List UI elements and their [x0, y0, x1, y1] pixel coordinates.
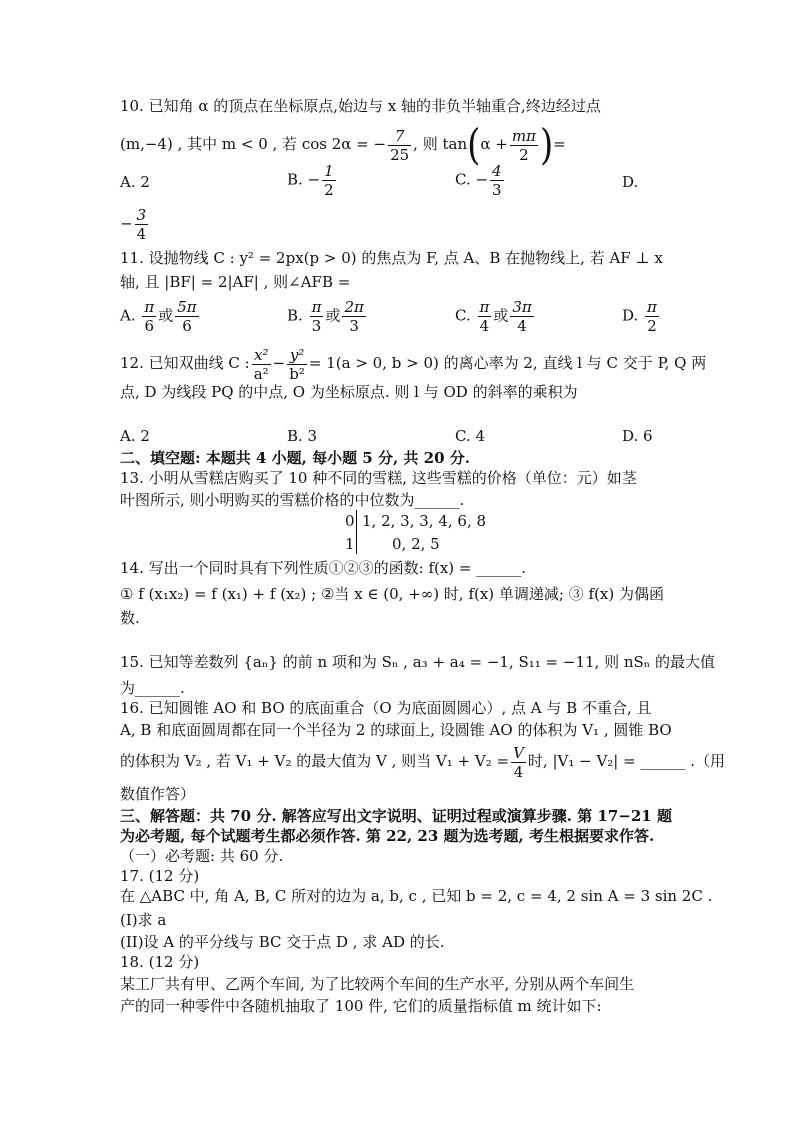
q10-option-c [455, 162, 506, 199]
q10-option-d-value [120, 206, 150, 243]
frac-denominator: 4 [517, 317, 527, 335]
frac-denominator: 4 [479, 317, 490, 335]
q16-line3-text: 的体积为 V₂ , 若 V₁ + V₂ 的最大值为 V , 则当 V₁ + V₂ = [120, 752, 510, 770]
frac-denominator: 3 [311, 317, 322, 335]
q12-line2: 点, D 为线段 PQ 的中点, O 为坐标原点. 则 l 与 OD 的斜率的乘积为 [120, 383, 578, 401]
option-fraction [322, 162, 336, 199]
q17-line1: 在 △ABC 中, 角 A, B, C 所对的边为 a, b, c , 已知 b = 2, c = 4, 2 sin A = 3 sin 2C . [120, 887, 713, 905]
leaf-0: 1, 2, 3, 3, 4, 6, 8 [362, 512, 487, 530]
q10-equals: = [553, 135, 566, 153]
option-fraction [142, 298, 156, 335]
option-fraction [490, 162, 504, 199]
q10-line2 [120, 120, 566, 170]
q15-line1: 15. 已知等差数列 {aₙ} 的前 n 项和为 Sₙ , a₃ + a₄ = −1, S₁₁ = −11, 则 nSₙ 的最大值 [120, 653, 716, 671]
option-fraction [310, 298, 324, 335]
option-minus: − [120, 214, 133, 233]
option-label: B. [287, 306, 303, 325]
frac-denominator: 25 [390, 145, 410, 164]
q14-line1: 14. 写出一个同时具有下列性质①②③的函数: f(x) = ______. [120, 559, 527, 577]
q10-line2-tan: , 则 tan [413, 135, 468, 153]
section-3-line3: （一）必考题: 共 60 分. [120, 847, 284, 865]
q10-option-b [287, 162, 338, 199]
frac-denominator: b² [289, 364, 305, 383]
frac-numerator: V [513, 743, 524, 762]
leaf-1: 0, 2, 5 [392, 535, 440, 553]
frac-denominator: 4 [136, 225, 147, 243]
option-or: 或 [158, 306, 174, 325]
q13-line1: 13. 小明从雪糕店购买了 10 种不同的雪糕, 这些雪糕的价格（单位：元）如茎 [120, 469, 637, 487]
right-paren: ) [539, 120, 554, 170]
left-paren: ( [467, 120, 481, 170]
frac-denominator: 6 [182, 317, 192, 335]
stem-divider [356, 510, 357, 554]
option-or: 或 [493, 306, 509, 325]
q10-alpha: α + [480, 135, 508, 153]
q16-line2: A, B 和底面圆周都在同一个半径为 2 的球面上, 设圆锥 AO 的体积为 V₁ , 圆锥 BO [120, 721, 672, 739]
stem-1: 1 [345, 535, 355, 553]
frac-numerator: y² [287, 346, 307, 365]
q16-line1: 16. 已知圆锥 AO 和 BO 的底面重合（O 为底面圆圆心）, 点 A 与 B 不重合, 且 [120, 699, 652, 717]
option-fraction [175, 298, 198, 335]
q14-line3: 数. [120, 609, 140, 627]
q17-heading: 17. (12 分) [120, 867, 200, 885]
frac-denominator: 2 [647, 317, 657, 335]
frac-numerator: π [144, 298, 155, 316]
option-label: C. − [455, 170, 489, 189]
q11-line1: 11. 设抛物线 C : y² = 2px(p > 0) 的焦点为 F, 点 A、B 在抛物线上, 若 AF ⊥ x [120, 249, 663, 267]
section-3-line1: 三、解答题：共 70 分. 解答应写出文字说明、证明过程或演算步骤. 第 17−21 题 [120, 807, 672, 825]
frac-denominator: 2 [324, 181, 334, 199]
frac-numerator: x² [252, 346, 271, 365]
q16-line4: 数值作答） [120, 785, 196, 803]
section-2-heading: 二、填空题: 本题共 4 小题, 每小题 5 分, 共 20 分. [120, 449, 470, 467]
q10-option-a: A. 2 [120, 173, 150, 191]
q18-line1: 某工厂共有甲、乙两个车间, 为了比较两个车间的生产水平, 分别从两个车间生 [120, 975, 635, 993]
q10-fraction-mpi [510, 127, 538, 164]
frac-numerator: 4 [492, 162, 502, 180]
q17-part1: (I)求 a [120, 911, 167, 929]
q12-intro: 12. 已知双曲线 C : [120, 354, 250, 372]
option-or: 或 [325, 306, 341, 325]
frac-numerator: mπ [511, 126, 536, 145]
stem-0: 0 [345, 512, 355, 530]
frac-numerator: 2π [344, 298, 364, 316]
frac-numerator: 3 [136, 206, 147, 224]
frac-numerator: π [479, 298, 490, 316]
q13-line2: 叶图所示, 则小明购买的雪糕价格的中位数为______. [120, 491, 465, 509]
q11-option-a [120, 298, 201, 335]
q12-option-c: C. 4 [455, 427, 486, 445]
q11-option-b [287, 298, 368, 335]
q12-fraction-y [287, 346, 307, 383]
option-label: C. [455, 306, 471, 325]
q12-line1 [120, 344, 706, 383]
frac-denominator: 3 [349, 317, 359, 335]
option-fraction [342, 298, 365, 335]
option-label: A. [120, 306, 136, 325]
q12-option-d: D. 6 [622, 427, 653, 445]
q11-option-d [622, 298, 661, 335]
q16-line3-rest: 时, |V₁ − V₂| = ______ .（用 [527, 752, 725, 770]
frac-denominator: 2 [519, 145, 529, 164]
q11-line2: 轴, 且 |BF| = 2|AF| , 则∠AFB = [120, 273, 351, 291]
q12-rest: = 1(a > 0, b > 0) 的离心率为 2, 直线 l 与 C 交于 P, Q 两 [308, 354, 707, 372]
option-label: D. [622, 306, 639, 325]
frac-denominator: 3 [492, 181, 502, 199]
frac-denominator: a² [253, 364, 269, 383]
q12-minus: − [272, 354, 286, 372]
q10-line1: 10. 已知角 α 的顶点在坐标原点,始边与 x 轴的非负半轴重合,终边经过点 [120, 97, 601, 115]
q15-line2: 为______. [120, 679, 185, 697]
frac-numerator: π [311, 298, 322, 316]
option-fraction [478, 298, 492, 335]
option-fraction [135, 206, 149, 243]
frac-numerator: 1 [324, 162, 334, 180]
frac-numerator: 7 [388, 127, 411, 146]
q18-line2: 产的同一种零件中各随机抽取了 100 件, 它们的质量指标值 m 统计如下: [120, 997, 602, 1015]
q12-option-a: A. 2 [120, 427, 150, 445]
option-fraction [645, 298, 659, 335]
q18-heading: 18. (12 分) [120, 953, 200, 971]
q14-line2: ① f (x₁x₂) = f (x₁) + f (x₂) ; ②当 x ∈ (0, +∞) 时, f(x) 单调递减; ③ f(x) 为偶函 [120, 585, 665, 603]
q16-line3 [120, 742, 725, 781]
section-3-line2: 为必考题, 每个试题考生都必须作答. 第 22, 23 题为选考题, 考生根据要求作答. [120, 827, 655, 845]
q16-fraction [511, 744, 526, 781]
frac-numerator: 3π [512, 298, 532, 316]
q12-fraction-x [252, 346, 271, 383]
q12-option-b: B. 3 [287, 427, 318, 445]
frac-denominator: 6 [144, 317, 155, 335]
option-label: B. − [287, 170, 321, 189]
frac-denominator: 4 [513, 762, 524, 781]
option-fraction [510, 298, 533, 335]
q10-option-d-label: D. [622, 173, 639, 191]
frac-numerator: π [647, 298, 657, 316]
q11-option-c [455, 298, 536, 335]
q10-line2-text: (m,−4) , 其中 m < 0 , 若 cos 2α = − [120, 135, 387, 153]
frac-numerator: 5π [177, 298, 197, 316]
q10-fraction-cos [388, 127, 411, 164]
q17-part2: (II)设 A 的平分线与 BC 交于点 D , 求 AD 的长. [120, 933, 445, 951]
